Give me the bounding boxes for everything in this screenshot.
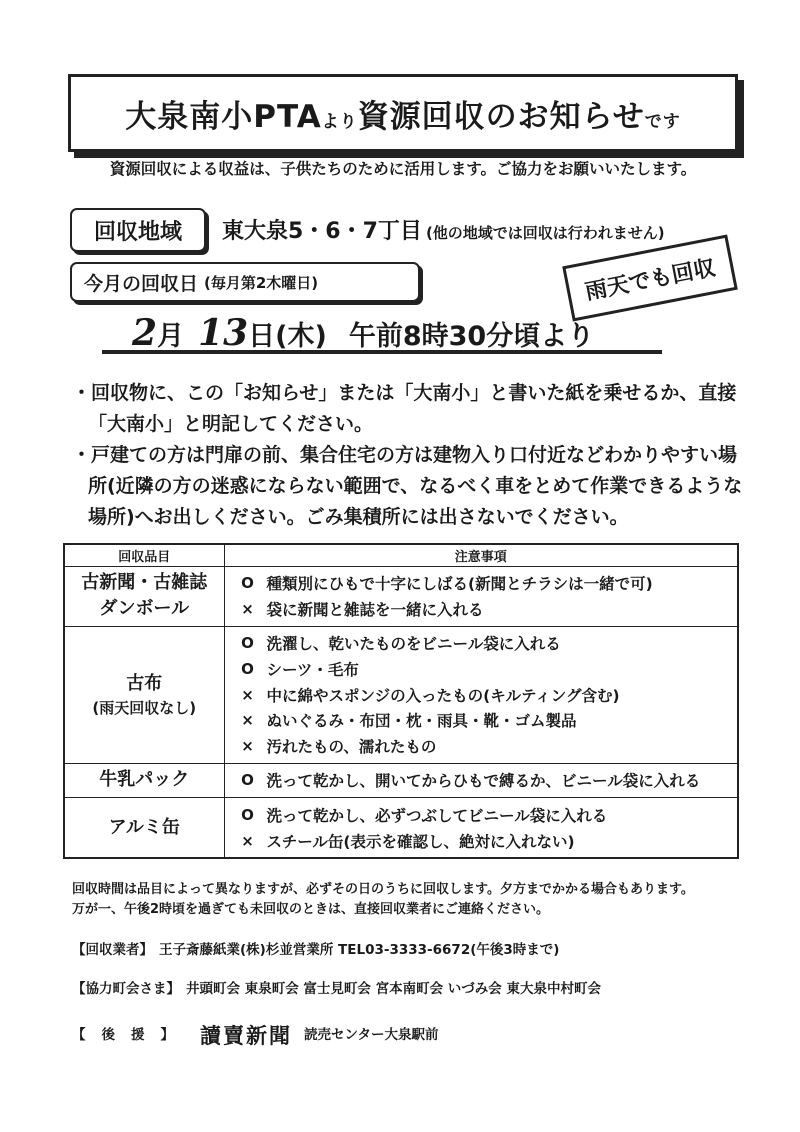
title-small-yori: より: [321, 111, 358, 132]
area-value-line: [222, 214, 665, 245]
category-sub: (雨天回収なし): [92, 698, 197, 717]
item-line: [233, 707, 730, 733]
title-small-desu: です: [644, 111, 681, 132]
table-row: [64, 763, 738, 798]
desc-cell: [224, 798, 738, 859]
area-label: 回収地域: [70, 208, 206, 252]
note-item: ・戸建ての方は門扉の前、集合住宅の方は建物入り口付近などわかりやすい場所(近隣の方の迷惑にならない範囲で、なるべく車をとめて作業できるような場所)へお出しください。ごみ集積所には出さないでください。: [72, 444, 743, 528]
desc-cell: [224, 566, 738, 626]
item-line: [233, 768, 730, 794]
page-title: [125, 91, 681, 136]
item-text: ぬいぐるみ・布団・枕・雨具・靴・ゴム製品: [266, 712, 577, 731]
cooperation-value: 井頭町会 東泉町会 富士見町会 宮本南町会 いづみ会 東大泉中村町会: [186, 981, 601, 997]
item-line: [233, 656, 730, 682]
item-text: 種類別にひもで十字にしばる(新聞とチラシは一緒で可): [266, 575, 653, 594]
schedule-label-note: (毎月第2木曜日): [204, 273, 319, 292]
item-text: 洗って乾かし、必ずつぶしてビニール袋に入れる: [266, 807, 608, 826]
category-sub: ダンボール: [99, 598, 190, 620]
ng-mark: ×: [241, 599, 254, 618]
contractor-label: 【回収業者】: [72, 942, 153, 958]
item-line: [233, 596, 730, 622]
ng-mark: ×: [241, 685, 254, 704]
subtitle: 資源回収による収益は、子供たちのために活用します。ご協力をお願いいたします。: [109, 160, 697, 178]
table-header-row: [64, 544, 738, 566]
header-category: 回収品目: [64, 544, 224, 566]
item-line: [233, 733, 730, 759]
category-name: 古新聞・古雑誌: [81, 572, 208, 594]
category-cell: [64, 626, 224, 763]
date-day-unit: 日(木): [248, 321, 327, 352]
items-table: [63, 543, 739, 859]
title-box: [68, 74, 738, 152]
date-month-unit: 月: [157, 321, 185, 352]
header-notes: 注意事項: [224, 544, 738, 566]
sponsor-label: 【後援】: [72, 1027, 190, 1043]
table-row: [64, 798, 738, 859]
contractor-line: [72, 938, 559, 958]
item-text: 洗濯し、乾いたものをビニール袋に入れる: [266, 635, 561, 654]
date-time: 午前8時30分頃より: [348, 321, 595, 352]
schedule-label: 今月の回収日: [84, 272, 199, 295]
item-text: スチール缶(表示を確認し、絶対に入れない): [266, 832, 575, 851]
collection-date: [102, 312, 662, 354]
ok-mark: O: [241, 771, 254, 790]
newspaper-logo: 讀賣新聞: [200, 1023, 292, 1048]
rain-stamp: 雨天でも回収: [562, 234, 738, 321]
ok-mark: O: [241, 660, 254, 679]
footnote-line: 回収時間は品目によって異なりますが、必ずその日のうちに回収します。夕方までかかる場合もあります。: [72, 882, 694, 897]
contractor-value: 王子斎藤紙業(株)杉並営業所 TEL03-3333-6672(午後3時まで): [159, 942, 560, 958]
date-month: 2: [132, 312, 158, 354]
cooperation-line: [72, 977, 601, 997]
table-row: [64, 566, 738, 626]
category-cell: [64, 566, 224, 626]
sponsor-line: [72, 1020, 438, 1050]
footnote-line: 万が一、午後2時頃を過ぎても未回収のときは、直接回収業者にご連絡ください。: [72, 902, 550, 917]
item-line: [233, 682, 730, 708]
ok-mark: O: [241, 806, 254, 825]
ok-mark: O: [241, 574, 254, 593]
ng-mark: ×: [241, 831, 254, 850]
item-text: 汚れたもの、濡れたもの: [266, 737, 437, 756]
table-row: [64, 626, 738, 763]
date-day: 13: [198, 312, 249, 354]
item-text: 袋に新聞と雑誌を一緒に入れる: [266, 600, 484, 619]
schedule-label-box: [70, 262, 420, 302]
area-note: (他の地域では回収は行われません): [425, 224, 665, 242]
item-line: [233, 802, 730, 828]
area-value: 東大泉5・6・7丁目: [222, 219, 422, 244]
title-main: 大泉南小PTA: [125, 98, 322, 135]
item-line: [233, 828, 730, 854]
desc-cell: [224, 763, 738, 798]
title-mid: 資源回収のお知らせ: [357, 98, 645, 135]
cooperation-label: 【協力町会さま】: [72, 981, 180, 997]
item-line: [233, 571, 730, 597]
desc-cell: [224, 626, 738, 763]
item-text: 中に綿やスポンジの入ったもの(キルティング含む): [266, 686, 620, 705]
category-cell: アルミ缶: [64, 798, 224, 859]
ng-mark: ×: [241, 736, 254, 755]
note-item: ・回収物に、この「お知らせ」または「大南小」と書いた紙を乗せるか、直接「大南小」と明記してください。: [72, 382, 737, 435]
notes: [72, 378, 752, 533]
category-name: 古布: [126, 672, 163, 694]
sponsor-value: 読売センター大泉駅前: [304, 1027, 439, 1043]
footnote: [72, 880, 742, 920]
ng-mark: ×: [241, 711, 254, 730]
category-cell: 牛乳パック: [64, 763, 224, 798]
item-text: シーツ・毛布: [266, 661, 359, 680]
item-text: 洗って乾かし、開いてからひもで縛るか、ビニール袋に入れる: [266, 772, 701, 791]
item-line: [233, 631, 730, 657]
ok-mark: O: [241, 634, 254, 653]
